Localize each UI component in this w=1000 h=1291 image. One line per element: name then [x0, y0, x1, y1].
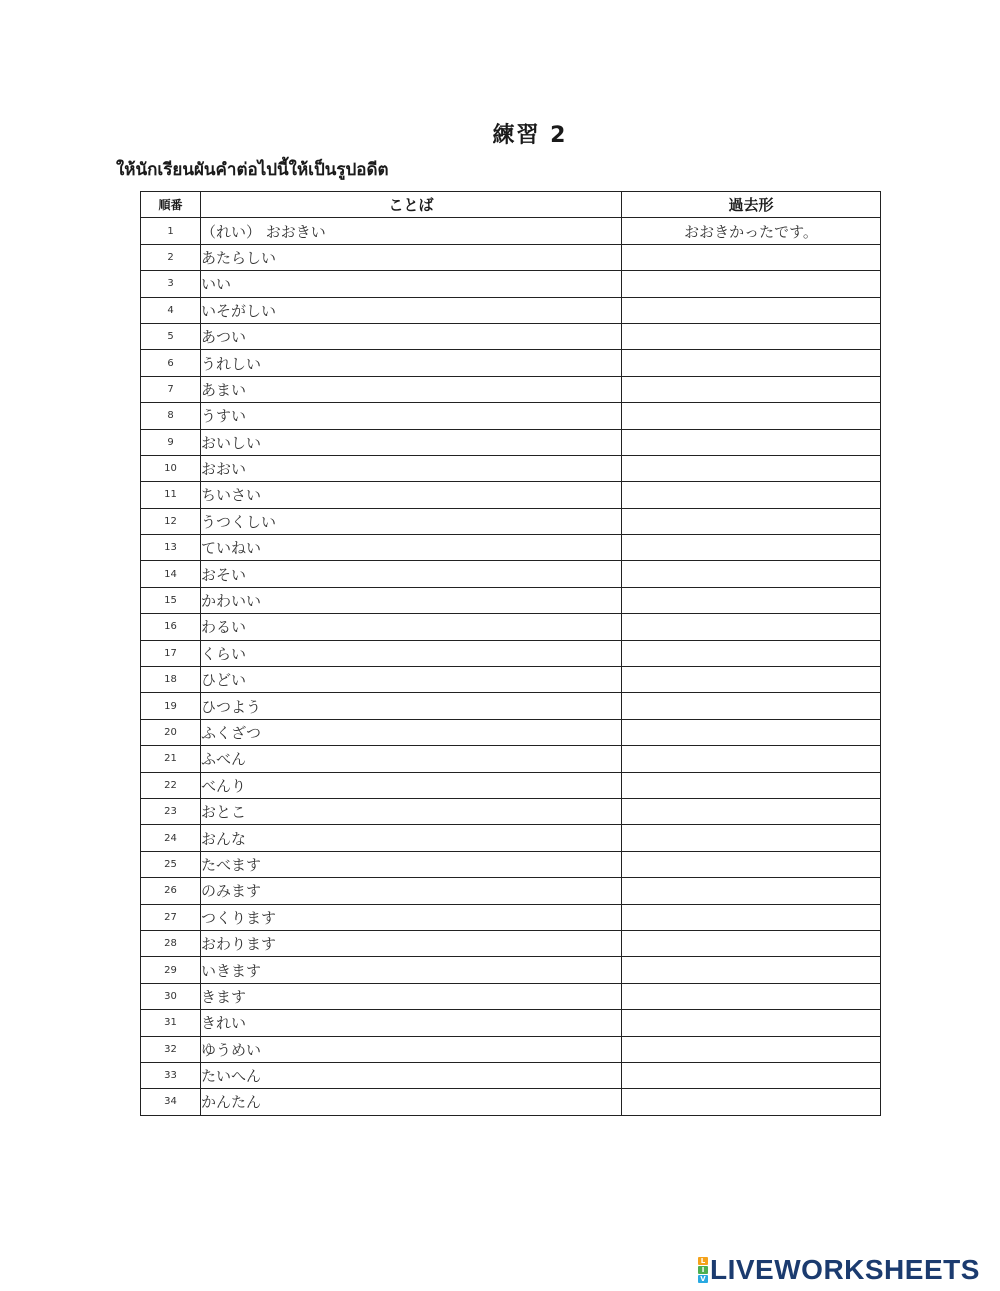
row-number: 33 — [141, 1062, 201, 1088]
table-row — [141, 904, 881, 930]
word-cell: あたらしい — [201, 244, 622, 270]
past-form-answer-cell[interactable] — [622, 297, 881, 323]
row-number: 34 — [141, 1089, 201, 1115]
table-row — [141, 1036, 881, 1062]
table-row — [141, 614, 881, 640]
table-row — [141, 772, 881, 798]
word-cell: あまい — [201, 376, 622, 402]
table-row — [141, 323, 881, 349]
row-number: 3 — [141, 271, 201, 297]
word-cell: ていねい — [201, 535, 622, 561]
table-row — [141, 878, 881, 904]
word-cell: おとこ — [201, 798, 622, 824]
table-row — [141, 667, 881, 693]
word-cell: おいしい — [201, 429, 622, 455]
row-number: 20 — [141, 719, 201, 745]
word-cell: おそい — [201, 561, 622, 587]
row-number: 30 — [141, 983, 201, 1009]
liveworksheets-brand — [698, 1255, 980, 1285]
row-number: 4 — [141, 297, 201, 323]
past-form-answer-cell[interactable] — [622, 851, 881, 877]
word-cell: くらい — [201, 640, 622, 666]
table-row — [141, 825, 881, 851]
row-number: 24 — [141, 825, 201, 851]
row-number: 10 — [141, 455, 201, 481]
word-cell: かんたん — [201, 1089, 622, 1115]
past-form-answer-cell[interactable] — [622, 930, 881, 956]
word-cell: いそがしい — [201, 297, 622, 323]
word-cell: おおい — [201, 455, 622, 481]
row-number: 6 — [141, 350, 201, 376]
past-form-answer-cell[interactable] — [622, 271, 881, 297]
table-row — [141, 983, 881, 1009]
table-row — [141, 1062, 881, 1088]
table-row — [141, 350, 881, 376]
table-row — [141, 719, 881, 745]
row-number: 12 — [141, 508, 201, 534]
word-cell: ひつよう — [201, 693, 622, 719]
row-number: 14 — [141, 561, 201, 587]
table-row — [141, 930, 881, 956]
past-form-answer-cell[interactable] — [622, 535, 881, 561]
word-cell: きれい — [201, 1010, 622, 1036]
word-cell: うすい — [201, 403, 622, 429]
past-form-answer-cell[interactable] — [622, 719, 881, 745]
row-number: 1 — [141, 218, 201, 244]
table-row — [141, 957, 881, 983]
past-form-answer-cell[interactable] — [622, 587, 881, 613]
table-row — [141, 640, 881, 666]
past-form-answer-cell[interactable] — [622, 350, 881, 376]
table-row — [141, 587, 881, 613]
word-cell: つくります — [201, 904, 622, 930]
word-cell: ゆうめい — [201, 1036, 622, 1062]
past-form-answer-cell[interactable] — [622, 904, 881, 930]
past-form-answer-cell[interactable] — [622, 455, 881, 481]
word-cell: いい — [201, 271, 622, 297]
logo-block: I — [698, 1266, 708, 1274]
past-form-answer-cell[interactable] — [622, 1062, 881, 1088]
past-form-answer-cell[interactable] — [622, 482, 881, 508]
past-form-answer-cell[interactable] — [622, 376, 881, 402]
word-cell: たいへん — [201, 1062, 622, 1088]
instruction-text: ให้นักเรียนผันคำต่อไปนี้ให้เป็นรูปอดีต — [116, 160, 389, 180]
table-row — [141, 376, 881, 402]
header-word: ことば — [201, 192, 622, 218]
logo-block: V — [698, 1275, 708, 1283]
table-row — [141, 218, 881, 244]
row-number: 27 — [141, 904, 201, 930]
word-cell: べんり — [201, 772, 622, 798]
row-number: 15 — [141, 587, 201, 613]
row-number: 21 — [141, 746, 201, 772]
table-row — [141, 429, 881, 455]
past-form-answer-cell[interactable] — [622, 1089, 881, 1115]
table-row — [141, 851, 881, 877]
past-form-answer-cell[interactable] — [622, 508, 881, 534]
past-form-answer-cell[interactable] — [622, 640, 881, 666]
past-form-answer-cell[interactable] — [622, 667, 881, 693]
row-number: 23 — [141, 798, 201, 824]
liveworksheets-logo-icon — [698, 1257, 708, 1283]
conjugation-table — [140, 191, 881, 1116]
row-number: 8 — [141, 403, 201, 429]
word-cell: わるい — [201, 614, 622, 640]
row-number: 9 — [141, 429, 201, 455]
word-cell: いきます — [201, 957, 622, 983]
header-number: 順番 — [141, 192, 201, 218]
table-row — [141, 297, 881, 323]
past-form-answer-cell[interactable] — [622, 878, 881, 904]
table-row — [141, 403, 881, 429]
past-form-answer-cell[interactable] — [622, 323, 881, 349]
word-cell: ふべん — [201, 746, 622, 772]
table-row — [141, 271, 881, 297]
past-form-answer-cell[interactable] — [622, 244, 881, 270]
table-row — [141, 535, 881, 561]
word-cell: おわります — [201, 930, 622, 956]
row-number: 2 — [141, 244, 201, 270]
table-row — [141, 561, 881, 587]
past-form-answer-cell[interactable] — [622, 983, 881, 1009]
table-row — [141, 798, 881, 824]
word-cell: きます — [201, 983, 622, 1009]
past-form-answer-cell[interactable] — [622, 429, 881, 455]
row-number: 18 — [141, 667, 201, 693]
table-row — [141, 693, 881, 719]
row-number: 31 — [141, 1010, 201, 1036]
row-number: 17 — [141, 640, 201, 666]
word-cell: のみます — [201, 878, 622, 904]
row-number: 11 — [141, 482, 201, 508]
past-form-answer-cell[interactable] — [622, 614, 881, 640]
word-cell: あつい — [201, 323, 622, 349]
table-row — [141, 746, 881, 772]
header-past-form: 過去形 — [622, 192, 881, 218]
word-cell: うれしい — [201, 350, 622, 376]
table-row — [141, 1010, 881, 1036]
past-form-answer-cell[interactable] — [622, 561, 881, 587]
word-cell: たべます — [201, 851, 622, 877]
word-cell: ちいさい — [201, 482, 622, 508]
past-form-answer-cell[interactable] — [622, 1010, 881, 1036]
table-row — [141, 482, 881, 508]
past-form-answer-cell[interactable] — [622, 798, 881, 824]
past-form-answer-cell[interactable] — [622, 1036, 881, 1062]
word-cell: ひどい — [201, 667, 622, 693]
past-form-answer-cell[interactable] — [622, 825, 881, 851]
table-row — [141, 1089, 881, 1115]
row-number: 13 — [141, 535, 201, 561]
logo-block: L — [698, 1257, 708, 1265]
past-form-answer-cell[interactable] — [622, 772, 881, 798]
past-form-answer-cell[interactable] — [622, 746, 881, 772]
row-number: 32 — [141, 1036, 201, 1062]
row-number: 29 — [141, 957, 201, 983]
word-cell: ふくざつ — [201, 719, 622, 745]
brand-text: LIVEWORKSHEETS — [710, 1254, 980, 1285]
past-form-answer-cell[interactable] — [622, 957, 881, 983]
table-row — [141, 455, 881, 481]
table-row — [141, 244, 881, 270]
row-number: 25 — [141, 851, 201, 877]
row-number: 28 — [141, 930, 201, 956]
past-form-answer-cell[interactable]: おおきかったです。 — [622, 218, 881, 244]
worksheet-title: 練習 2 — [492, 123, 568, 148]
past-form-answer-cell[interactable] — [622, 403, 881, 429]
table-row — [141, 508, 881, 534]
word-cell: （れい） おおきい — [201, 218, 622, 244]
row-number: 16 — [141, 614, 201, 640]
word-cell: おんな — [201, 825, 622, 851]
row-number: 7 — [141, 376, 201, 402]
row-number: 22 — [141, 772, 201, 798]
past-form-answer-cell[interactable] — [622, 693, 881, 719]
table-header-row — [141, 192, 881, 218]
word-cell: かわいい — [201, 587, 622, 613]
row-number: 5 — [141, 323, 201, 349]
word-cell: うつくしい — [201, 508, 622, 534]
row-number: 19 — [141, 693, 201, 719]
row-number: 26 — [141, 878, 201, 904]
